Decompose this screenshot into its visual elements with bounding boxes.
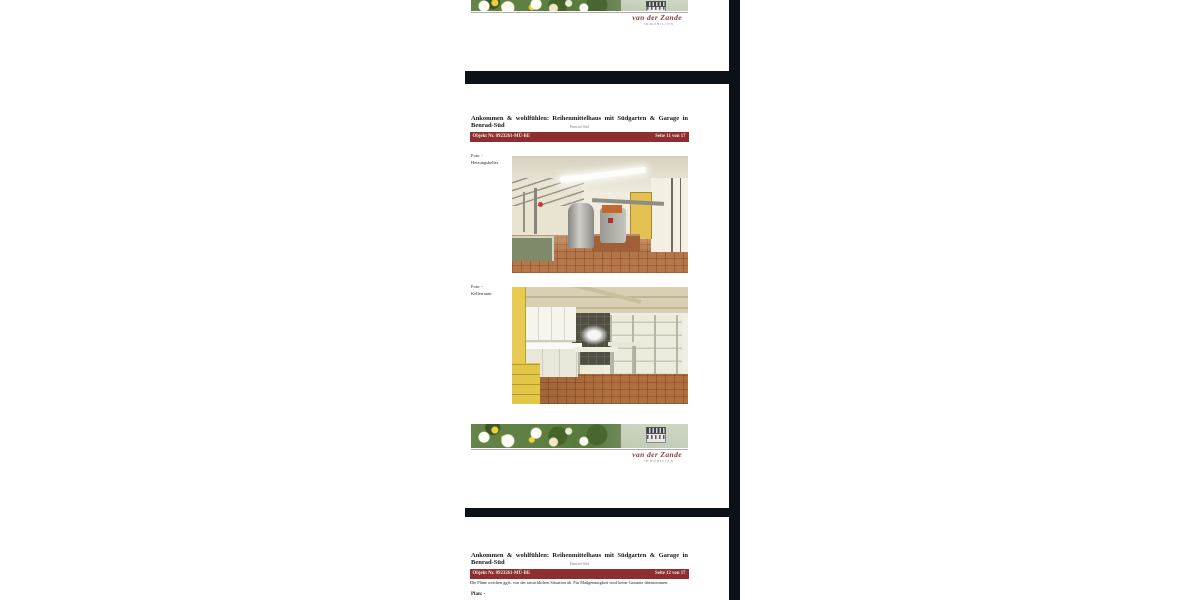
flower-banner-image [471, 424, 688, 448]
page-title: Ankommen & wohlfühlen: Reihenmittelhaus mit Südgarten & Garage in Benrad-Süd [471, 115, 688, 129]
photo2-upper-cabinets [526, 307, 576, 342]
page-separator [465, 508, 740, 517]
house-logo-icon [646, 1, 666, 10]
photo2-label: Foto: - [471, 284, 484, 289]
photo-heizungskeller [512, 156, 688, 273]
object-number: Objekt Nr. 0923261-MÜ-BE [472, 134, 531, 140]
photo1-pipe [534, 188, 537, 234]
photo1-boiler-tank [568, 203, 594, 248]
photo2-caption [471, 284, 511, 297]
object-info-bar [470, 132, 689, 142]
page-11 [465, 84, 729, 508]
logo-subtitle: IMMOBILIEN [643, 459, 674, 463]
object-number: Objekt Nr. 0923261-MÜ-BE [472, 571, 531, 577]
plan-label: Plan: - [471, 592, 486, 597]
photo1-heating-unit [600, 208, 626, 243]
photo1-valve [608, 218, 613, 223]
photo1-caption-text: Heizungskeller [471, 159, 499, 165]
logo-block [471, 451, 688, 463]
page-number: Seite 11 von 17 [655, 134, 686, 140]
flower-banner-image [471, 0, 688, 11]
logo-subtitle: IMMOBILIEN [643, 22, 674, 26]
photo2-table-leg [578, 352, 580, 374]
plan-disclaimer: Die Pläne weichen ggfs. von der tatsächlichen Situation ab. Für Maßgenauigkeit wird keine Garantie übernommen. [470, 580, 669, 585]
house-facade-icon [646, 7, 666, 11]
photo1-yellow-door [630, 192, 652, 239]
photo2-caption-text: Kellerraum [471, 290, 492, 296]
object-info-bar [470, 569, 689, 579]
logo-name: van der Zande [632, 13, 682, 22]
house-logo-icon [646, 427, 666, 440]
page-previous-partial [465, 0, 729, 71]
photo1-right-wall [651, 178, 688, 252]
brand-footer [471, 0, 688, 26]
photo1-gauge [538, 202, 543, 207]
page-12 [465, 517, 729, 600]
photo2-table-leg [612, 352, 614, 374]
page-number: Seite 12 von 17 [654, 571, 686, 577]
brand-footer [471, 424, 688, 463]
page-subtitle: Benrad-Süd [569, 124, 590, 129]
photo2-shelf-leg [634, 346, 636, 374]
logo-block [471, 14, 688, 26]
house-facade-icon [646, 434, 666, 443]
photo1-floor-pit [512, 236, 554, 261]
page-subtitle: Benrad-Süd [569, 560, 590, 566]
page-separator [465, 71, 740, 84]
photo2-yellow-drawers [512, 363, 540, 404]
page-title: Ankommen & wohlfühlen: Reihenmittelhaus mit Südgarten & Garage in Benrad-Süd [471, 552, 688, 566]
scrollbar[interactable] [729, 0, 740, 600]
logo-name: van der Zande [632, 450, 682, 459]
photo1-label: Foto: - [471, 153, 484, 158]
photo2-camera-flash [580, 325, 608, 345]
photo1-pipe [523, 192, 525, 232]
photo1-caption [471, 153, 511, 166]
photo1-burner [602, 205, 622, 213]
photo-kellerraum [512, 287, 688, 404]
house-roof-icon [646, 427, 666, 434]
